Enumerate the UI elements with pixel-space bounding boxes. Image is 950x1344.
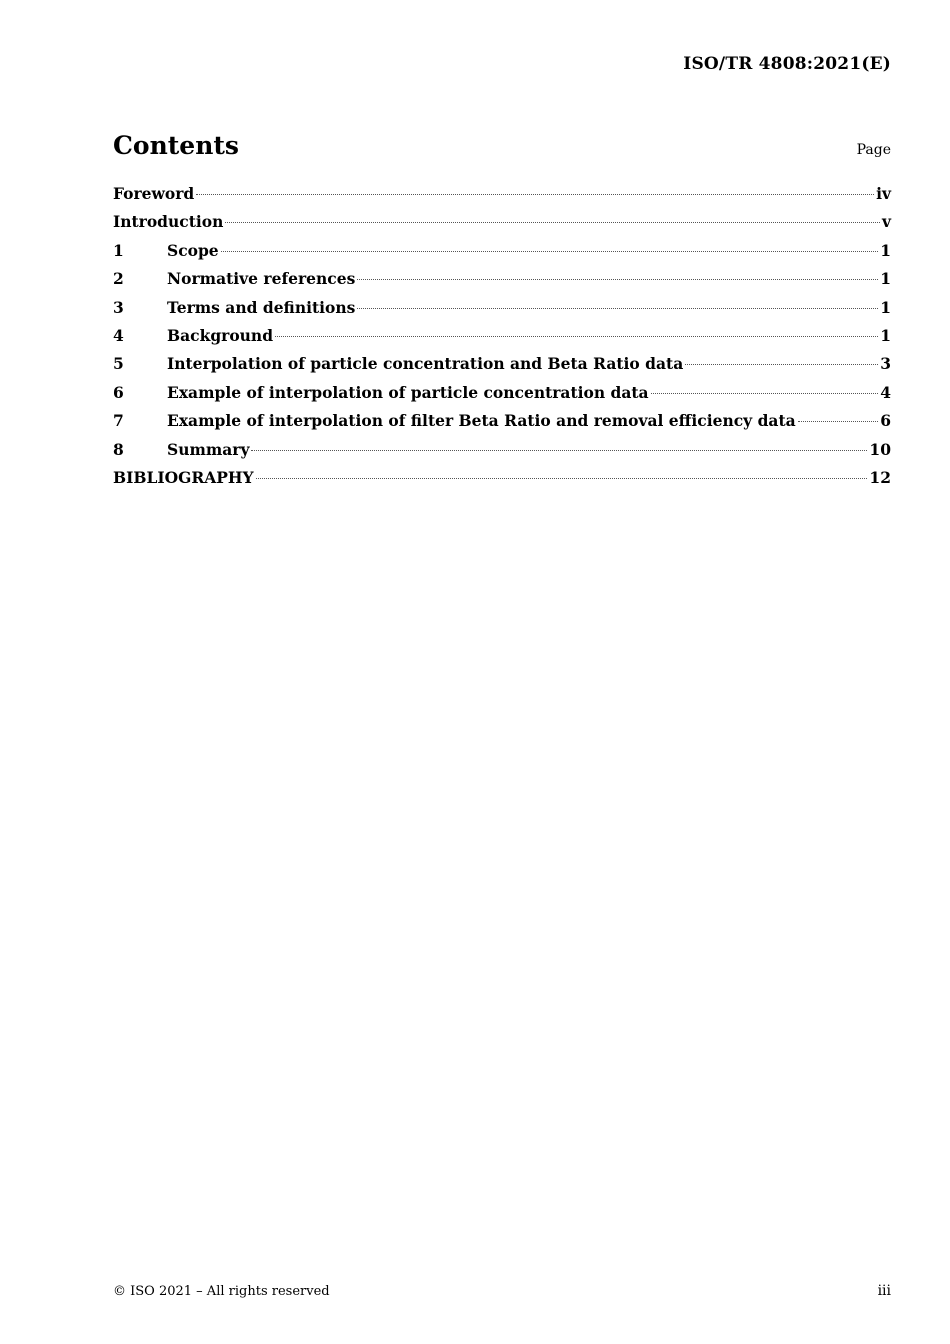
toc-entry-normative-references[interactable] (113, 269, 891, 297)
dot-leader (357, 279, 878, 280)
toc-entry-example-particle-concentration[interactable] (113, 383, 891, 411)
toc-entry-number: 2 (113, 269, 124, 289)
toc-entry-page: v (881, 212, 891, 232)
toc-entry-title: Example of interpolation of filter Beta Ratio and removal efficiency data (167, 411, 796, 431)
toc-entry-summary[interactable] (113, 440, 891, 468)
toc-entry-title: Foreword (113, 184, 195, 203)
table-of-contents (113, 184, 891, 496)
toc-entry-page: 10 (869, 439, 891, 459)
toc-entry-page: 4 (880, 382, 891, 402)
copyright-notice: © ISO 2021 – All rights reserved (113, 1284, 330, 1299)
dot-leader (256, 478, 868, 479)
contents-heading: Contents (113, 131, 240, 160)
dot-leader (221, 251, 879, 252)
toc-entry-introduction[interactable] (113, 212, 891, 240)
toc-entry-background[interactable] (113, 326, 891, 354)
dot-leader (196, 194, 874, 195)
toc-entry-number: 6 (113, 382, 124, 402)
page-column-label: Page (856, 142, 891, 158)
toc-entry-foreword[interactable] (113, 184, 891, 212)
dot-leader (685, 364, 878, 365)
toc-entry-interpolation[interactable] (113, 354, 891, 382)
toc-entry-title: Summary (167, 439, 250, 459)
dot-leader (357, 308, 878, 309)
toc-entry-number: 3 (113, 297, 124, 317)
toc-entry-example-beta-ratio[interactable] (113, 411, 891, 439)
dot-leader (251, 450, 867, 451)
toc-entry-page: iv (876, 184, 891, 203)
toc-entry-page: 1 (880, 297, 891, 317)
toc-entry-page: 1 (880, 325, 891, 345)
toc-entry-title: Scope (167, 240, 219, 260)
toc-entry-title: Background (167, 325, 274, 345)
dot-leader (651, 393, 879, 394)
toc-entry-title: Normative references (167, 269, 356, 289)
toc-entry-title: Terms and definitions (167, 297, 356, 317)
dot-leader (275, 336, 878, 337)
dot-leader (225, 222, 880, 223)
toc-entry-title: BIBLIOGRAPHY (113, 467, 254, 487)
document-identifier: ISO/TR 4808:2021(E) (683, 54, 891, 74)
toc-entry-page: 6 (880, 411, 891, 431)
toc-entry-title: Interpolation of particle concentration and Beta Ratio data (167, 354, 684, 374)
toc-entry-scope[interactable] (113, 241, 891, 269)
toc-entry-bibliography[interactable] (113, 468, 891, 496)
page-number: iii (877, 1283, 891, 1299)
toc-entry-title: Example of interpolation of particle concentration data (167, 382, 649, 402)
toc-entry-number: 5 (113, 354, 124, 374)
toc-entry-page: 3 (880, 354, 891, 374)
toc-entry-number: 8 (113, 439, 124, 459)
dot-leader (798, 421, 879, 422)
toc-entry-page: 12 (869, 467, 891, 487)
toc-entry-terms-and-definitions[interactable] (113, 298, 891, 326)
toc-entry-page: 1 (880, 269, 891, 289)
toc-entry-number: 4 (113, 325, 124, 345)
toc-entry-page: 1 (880, 240, 891, 260)
toc-entry-title: Introduction (113, 212, 224, 232)
toc-entry-number: 7 (113, 411, 124, 431)
toc-entry-number: 1 (113, 240, 124, 260)
